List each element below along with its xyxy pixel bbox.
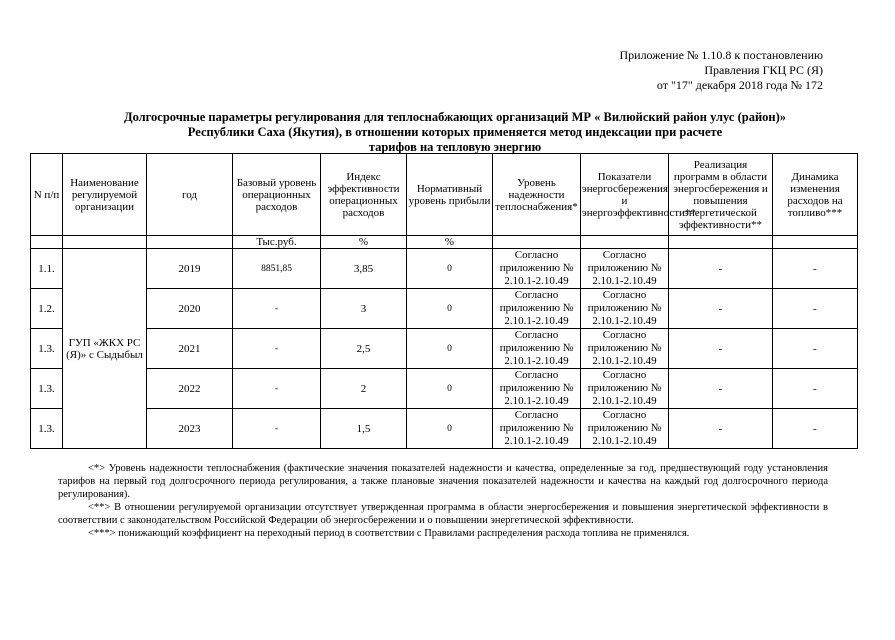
- row-profit-level: 0: [407, 329, 493, 369]
- row-energy-indicators: Согласно приложению № 2.10.1-2.10.49: [581, 329, 669, 369]
- organization-name: ГУП «ЖКХ РС (Я)» с Сыдыбыл: [63, 249, 147, 449]
- row-energy-indicators: Согласно приложению № 2.10.1-2.10.49: [581, 409, 669, 449]
- row-efficiency-index: 1,5: [321, 409, 407, 449]
- footnote-energy-program: <**> В отношении регулируемой организации отсутствует утвержденная программа в области энергосбережения и повышения энергетической эффективности в соответствии с законодательством Российской Федерации об энергосбережении и о повышении энергетической эффективности.: [58, 502, 828, 526]
- row-energy-indicators: Согласно приложению № 2.10.1-2.10.49: [581, 369, 669, 409]
- appendix-line-3: от "17" декабря 2018 года № 172: [656, 78, 823, 92]
- row-efficiency-index: 3,85: [321, 249, 407, 289]
- header-row: [31, 154, 858, 236]
- unit-base-costs: Тыс.руб.: [233, 236, 321, 249]
- table-row: [31, 409, 858, 449]
- row-year: 2023: [147, 409, 233, 449]
- row-year: 2020: [147, 289, 233, 329]
- row-programs: -: [669, 369, 773, 409]
- unit-efficiency-index: %: [321, 236, 407, 249]
- row-fuel-dynamics: -: [773, 249, 858, 289]
- row-fuel-dynamics: -: [773, 289, 858, 329]
- footnote-reliability: <*> Уровень надежности теплоснабжения (фактические значения показателей надежности и качества, определенные за год, предшествующий году установления тарифов на первый год долгосрочного периода регулирования, а также плановые значения показателей надежности и качества на каждый год долгосрочного периода регулирования).: [58, 463, 828, 500]
- row-fuel-dynamics: -: [773, 369, 858, 409]
- row-programs: -: [669, 289, 773, 329]
- header-organization: Наименование регулируемой организации: [63, 154, 147, 236]
- row-base-costs: -: [233, 289, 321, 329]
- footnote-fuel: <***> понижающий коэффициент на переходный период в соответствии с Правилами распределения расхода топлива не применялся.: [88, 528, 690, 539]
- table-row: [31, 329, 858, 369]
- row-year: 2022: [147, 369, 233, 409]
- appendix-line-1: Приложение № 1.10.8 к постановлению: [619, 48, 823, 62]
- table-row: [31, 249, 858, 289]
- title-line-1: Долгосрочные параметры регулирования для теплоснабжающих организаций МР « Вилюйский район улус (район)»: [123, 110, 787, 124]
- row-fuel-dynamics: -: [773, 329, 858, 369]
- row-efficiency-index: 2: [321, 369, 407, 409]
- appendix-reference: [619, 48, 823, 93]
- row-reliability: Согласно приложению № 2.10.1-2.10.49: [493, 249, 581, 289]
- row-num: 1.3.: [31, 409, 63, 449]
- row-num: 1.3.: [31, 329, 63, 369]
- header-reliability: Уровень надежности теплоснабжения*: [493, 154, 581, 236]
- row-num: 1.3.: [31, 369, 63, 409]
- header-profit-level: Нормативный уровень прибыли: [407, 154, 493, 236]
- header-num: N п/п: [31, 154, 63, 236]
- row-base-costs: -: [233, 409, 321, 449]
- header-fuel-dynamics: Динамика изменения расходов на топливо***: [773, 154, 858, 236]
- title-line-3: тарифов на тепловую энергию: [368, 140, 542, 154]
- header-year: год: [147, 154, 233, 236]
- row-reliability: Согласно приложению № 2.10.1-2.10.49: [493, 369, 581, 409]
- row-energy-indicators: Согласно приложению № 2.10.1-2.10.49: [581, 249, 669, 289]
- units-row: [31, 236, 858, 249]
- footnotes: [58, 462, 828, 540]
- row-profit-level: 0: [407, 249, 493, 289]
- appendix-line-2: Правления ГКЦ РС (Я): [704, 63, 823, 77]
- row-profit-level: 0: [407, 409, 493, 449]
- header-energy-indicators: Показатели энергосбережения и энергоэффективности**: [581, 154, 669, 236]
- row-profit-level: 0: [407, 369, 493, 409]
- document-title: [60, 110, 850, 155]
- row-efficiency-index: 2,5: [321, 329, 407, 369]
- row-programs: -: [669, 409, 773, 449]
- row-year: 2021: [147, 329, 233, 369]
- row-reliability: Согласно приложению № 2.10.1-2.10.49: [493, 289, 581, 329]
- table-row: [31, 289, 858, 329]
- row-year: 2019: [147, 249, 233, 289]
- row-base-costs: 8851,85: [233, 249, 321, 289]
- header-efficiency-index: Индекс эффективности операционных расходов: [321, 154, 407, 236]
- row-profit-level: 0: [407, 289, 493, 329]
- row-programs: -: [669, 329, 773, 369]
- row-fuel-dynamics: -: [773, 409, 858, 449]
- row-reliability: Согласно приложению № 2.10.1-2.10.49: [493, 329, 581, 369]
- title-line-2: Республики Саха (Якутия), в отношении которых применяется метод индексации при расчете: [187, 125, 723, 139]
- row-reliability: Согласно приложению № 2.10.1-2.10.49: [493, 409, 581, 449]
- row-energy-indicators: Согласно приложению № 2.10.1-2.10.49: [581, 289, 669, 329]
- row-base-costs: -: [233, 369, 321, 409]
- row-base-costs: -: [233, 329, 321, 369]
- row-efficiency-index: 3: [321, 289, 407, 329]
- row-num: 1.1.: [31, 249, 63, 289]
- row-num: 1.2.: [31, 289, 63, 329]
- header-programs: Реализация программ в области энергосбережения и повышения энергетической эффективности**: [669, 154, 773, 236]
- table-row: [31, 369, 858, 409]
- unit-profit-level: %: [407, 236, 493, 249]
- row-programs: -: [669, 249, 773, 289]
- header-base-costs: Базовый уровень операционных расходов: [233, 154, 321, 236]
- parameters-table: [30, 153, 858, 449]
